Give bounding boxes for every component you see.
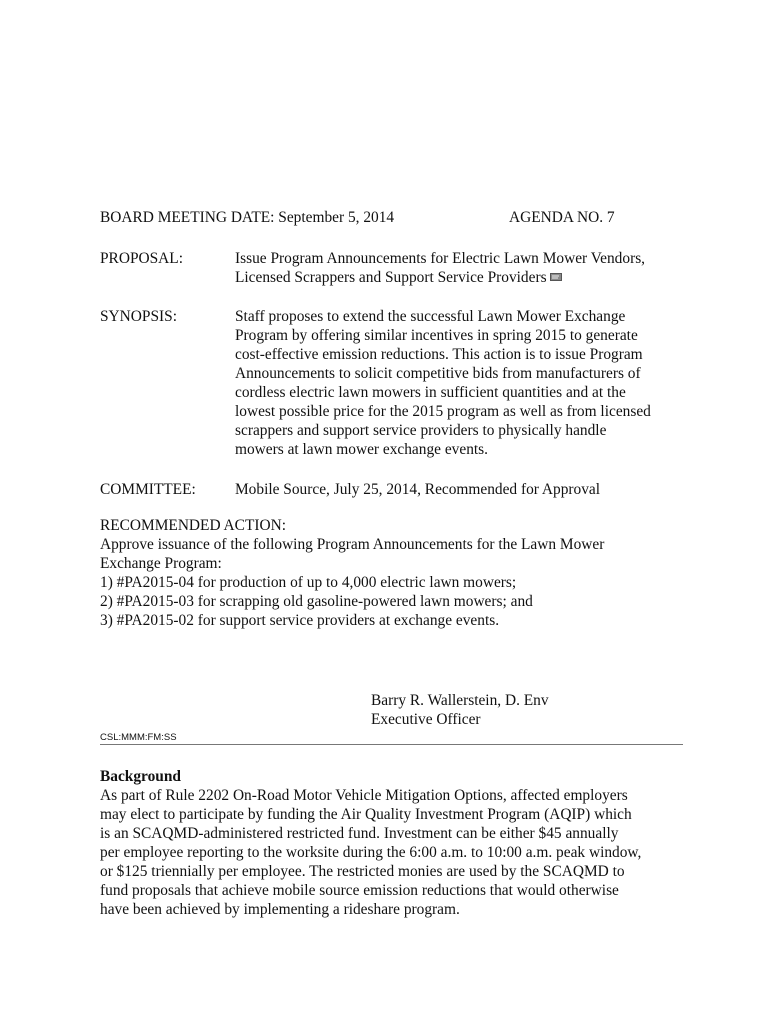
synopsis-line: Announcements to solicit competitive bids from manufacturers of	[235, 365, 641, 382]
proposal-line-text: Licensed Scrappers and Support Service Providers	[235, 269, 547, 286]
staff-initials: CSL:MMM:FM:SS	[100, 732, 177, 743]
agenda-label: AGENDA NO.	[509, 209, 604, 226]
background-line: have been achieved by implementing a rideshare program.	[100, 901, 460, 918]
synopsis-line: Staff proposes to extend the successful Lawn Mower Exchange	[235, 308, 626, 325]
synopsis-text	[235, 307, 651, 459]
signature-block	[371, 691, 549, 729]
agenda-number	[509, 208, 615, 227]
recommended-action-item: 3) #PA2015-02 for support service providers at exchange events.	[100, 612, 500, 629]
synopsis-line: mowers at lawn mower exchange events.	[235, 441, 488, 458]
committee-text: Mobile Source, July 25, 2014, Recommended for Approval	[235, 481, 601, 498]
proposal-line: Issue Program Announcements for Electric Lawn Mower Vendors,	[235, 250, 646, 267]
divider	[100, 744, 683, 745]
recommended-action-item: 1) #PA2015-04 for production of up to 4,000 electric lawn mowers;	[100, 574, 517, 591]
agenda-value: 7	[606, 209, 615, 226]
background-line: may elect to participate by funding the Air Quality Investment Program (AQIP) which	[100, 806, 632, 823]
recommended-action-line: Approve issuance of the following Program Announcements for the Lawn Mower	[100, 536, 605, 553]
proposal-line	[235, 268, 645, 287]
background-heading: Background	[100, 768, 181, 785]
recommended-action	[100, 516, 604, 630]
background-line: per employee reporting to the worksite during the 6:00 a.m. to 10:00 a.m. peak window,	[100, 844, 642, 861]
document-icon[interactable]	[550, 273, 562, 281]
meeting-date	[100, 208, 394, 227]
synopsis-line: lowest possible price for the 2015 program as well as from licensed	[235, 403, 651, 420]
signatory-title: Executive Officer	[371, 711, 481, 728]
background-line: is an SCAQMD-administered restricted fund. Investment can be either $45 annually	[100, 825, 619, 842]
recommended-action-item: 2) #PA2015-03 for scrapping old gasoline-powered lawn mowers; and	[100, 593, 533, 610]
meeting-date-label: BOARD MEETING DATE:	[100, 209, 275, 226]
recommended-action-line: Exchange Program:	[100, 555, 222, 572]
synopsis-line: scrappers and support service providers to physically handle	[235, 422, 607, 439]
recommended-action-heading: RECOMMENDED ACTION:	[100, 517, 286, 534]
proposal-label: PROPOSAL:	[100, 250, 183, 267]
synopsis-label: SYNOPSIS:	[100, 308, 177, 325]
background-section	[100, 767, 641, 919]
synopsis-line: cordless electric lawn mowers in sufficient quantities and at the	[235, 384, 626, 401]
proposal-text	[235, 249, 645, 287]
committee-label: COMMITTEE:	[100, 481, 196, 498]
background-line: As part of Rule 2202 On-Road Motor Vehicle Mitigation Options, affected employers	[100, 787, 628, 804]
synopsis-line: Program by offering similar incentives in spring 2015 to generate	[235, 327, 638, 344]
signatory-name: Barry R. Wallerstein, D. Env	[371, 692, 549, 709]
meeting-date-value: September 5, 2014	[278, 209, 395, 226]
synopsis-line: cost-effective emission reductions. This action is to issue Program	[235, 346, 643, 363]
background-line: fund proposals that achieve mobile source emission reductions that would otherwise	[100, 882, 619, 899]
background-line: or $125 triennially per employee. The restricted monies are used by the SCAQMD to	[100, 863, 625, 880]
